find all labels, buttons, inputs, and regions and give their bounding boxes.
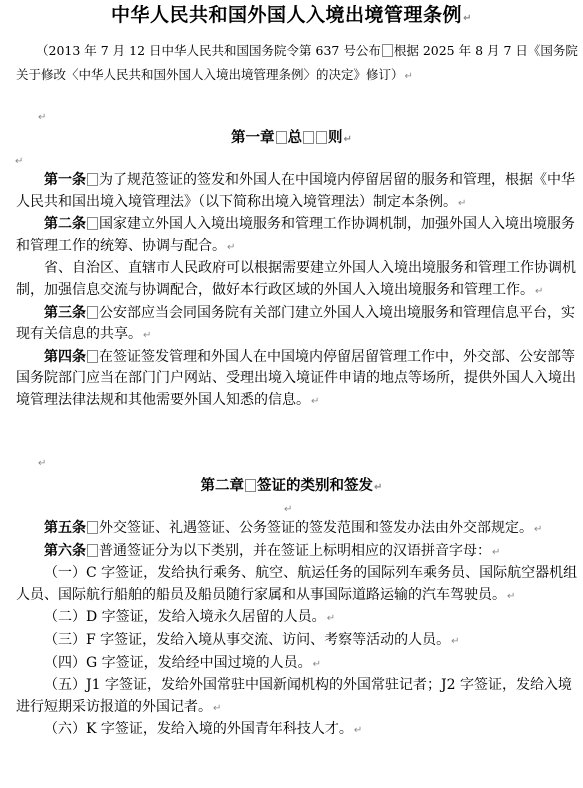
paragraph-mark-icon: ↵: [451, 635, 460, 647]
paragraph-mark-icon: ↵: [227, 241, 236, 253]
paragraph-mark-icon: ↵: [38, 458, 47, 469]
paragraph-mark-icon: ↵: [312, 658, 322, 670]
paragraph-mark-icon: ↵: [284, 504, 293, 515]
article-label: 第一条: [44, 172, 86, 188]
article-paragraph: [16, 518, 579, 541]
visa-category-item: [16, 607, 579, 630]
visa-category-item: [16, 653, 579, 676]
chapter-title-part: 则: [328, 129, 343, 146]
article-text: （四）G 字签证，发给经中国过境的人员。: [44, 654, 312, 671]
article-text: 在签证签发管理和外国人在中国境内停留居留管理工作中，外交部、公安部等国务院部门应当在部门门户网站、受理出境入境证件申请的地点等场所，提供外国人入境出境管理法律法规和其他需要外国人知悉的信息。: [16, 348, 576, 408]
article-label: 第六条: [44, 542, 86, 559]
missing-glyph-box-icon: [276, 131, 287, 144]
paragraph-mark-icon: ↵: [143, 330, 152, 342]
article-text: 为了规范签证的签发和外国人在中国境内停留居留的服务和管理，根据《中华人民共和国出境入境管理法》（以下简称出境入境管理法）制定本条例。: [16, 172, 575, 210]
revision-note-tail: 根据 2025 年 8 月 7 日《国务院关于修改〈中华人民共和国外国人入境出境管理条例〉的决定》修订）: [16, 43, 578, 82]
article-paragraph: [16, 214, 579, 258]
paragraph-mark-icon: ↵: [15, 156, 24, 167]
article-text: （一）C 字签证，发给执行乘务、航空、航运任务的国际列车乘务员、国际航空器机组人员、国际航行船舶的船员及船员随行家属和从事国际道路运输的汽车驾驶员。: [16, 565, 578, 603]
paragraph-mark-icon: ↵: [213, 702, 222, 714]
missing-glyph-box-icon: [87, 173, 98, 186]
paragraph-mark-icon: ↵: [326, 613, 336, 625]
paragraph-mark-icon: ↵: [343, 134, 352, 145]
paragraph-mark-icon: ↵: [404, 71, 413, 82]
missing-glyph-box-icon: [87, 544, 98, 557]
missing-glyph-box-icon: [87, 521, 98, 534]
paragraph-mark-icon: ↵: [38, 112, 47, 123]
paragraph-mark-icon: ↵: [311, 395, 320, 407]
article-text: （三）F 字签证，发给入境从事交流、访问、考察等活动的人员。: [44, 631, 451, 648]
title-text: 中华人民共和国外国人入境出境管理条例: [111, 4, 463, 26]
paragraph-mark-icon: ↵: [353, 725, 363, 737]
empty-paragraph: [38, 111, 46, 125]
missing-glyph-box-icon: [382, 44, 393, 57]
chapter-1-body: [16, 170, 579, 413]
article-label: 第三条: [44, 304, 86, 321]
missing-glyph-box-icon: [303, 131, 314, 144]
article-label: 第五条: [44, 520, 86, 536]
visa-category-item: [16, 675, 579, 719]
missing-glyph-box-icon: [87, 306, 98, 319]
article-paragraph: [16, 258, 579, 302]
paragraph-mark-icon: ↵: [507, 590, 516, 602]
article-text: 普通签证分为以下类别，并在签证上标明相应的汉语拼音字母：: [99, 542, 491, 559]
article-paragraph: [16, 170, 579, 214]
paragraph-mark-icon: ↵: [374, 482, 383, 493]
chapter-number: 第二章: [200, 477, 245, 494]
missing-glyph-box-icon: [87, 350, 98, 363]
paragraph-mark-icon: ↵: [463, 13, 472, 24]
article-text: 公安部应当会同国务院有关部门建立外国人入境出境服务和管理信息平台，实现有关信息的共享。: [16, 304, 575, 343]
revision-note: [16, 39, 579, 89]
visa-category-item: [16, 630, 579, 653]
article-text: 国家建立外国人入境出境服务和管理工作协调机制，加强外国人入境出境服务和管理工作的统筹、协调与配合。: [16, 216, 575, 254]
article-label: 第四条: [44, 348, 86, 365]
visa-category-item: [16, 563, 579, 607]
article-text: （六）K 字签证，发给入境的外国青年科技人才。: [44, 721, 353, 738]
chapter-title-part: 签证的类别和签发: [257, 477, 374, 494]
article-text: 外交签证、礼遇签证、公务签证的签发范围和签发办法由外交部规定。: [99, 520, 533, 536]
article-label: 第二条: [44, 216, 86, 233]
chapter-heading-2: [0, 476, 583, 498]
paragraph-mark-icon: ↵: [534, 524, 543, 535]
article-text: 省、自治区、直辖市人民政府可以根据需要建立外国人入境出境服务和管理工作协调机制，加强信息交流与协调配合，做好本行政区域的外国人入境出境服务和管理工作。: [16, 260, 576, 298]
revision-note-text: （2013 年 7 月 12 日中华人民共和国国务院令第 637 号公布: [36, 43, 381, 58]
chapter-2-body: [16, 518, 579, 742]
missing-glyph-box-icon: [245, 479, 256, 492]
missing-glyph-box-icon: [87, 217, 98, 230]
document-title: [0, 2, 583, 32]
article-paragraph: [16, 303, 579, 347]
empty-paragraph: [38, 457, 46, 471]
empty-paragraph: [15, 155, 23, 169]
paragraph-mark-icon: ↵: [535, 285, 544, 297]
article-paragraph: [16, 347, 579, 413]
chapter-number: 第一章: [231, 129, 275, 146]
missing-glyph-box-icon: [316, 131, 327, 144]
paragraph-mark-icon: ↵: [458, 197, 467, 209]
article-text: （二）D 字签证，发给入境永久居留的人员。: [44, 609, 326, 626]
chapter-title-part: 总: [287, 129, 303, 146]
paragraph-mark-icon: ↵: [492, 546, 501, 558]
visa-category-item: [16, 719, 579, 742]
empty-paragraph: [284, 503, 292, 517]
article-paragraph: [16, 541, 579, 564]
chapter-heading-1: [0, 128, 583, 150]
article-text: （五）J1 字签证，发给外国常驻中国新闻机构的外国常驻记者；J2 字签证，发给入境进行短期采访报道的外国记者。: [16, 677, 572, 715]
